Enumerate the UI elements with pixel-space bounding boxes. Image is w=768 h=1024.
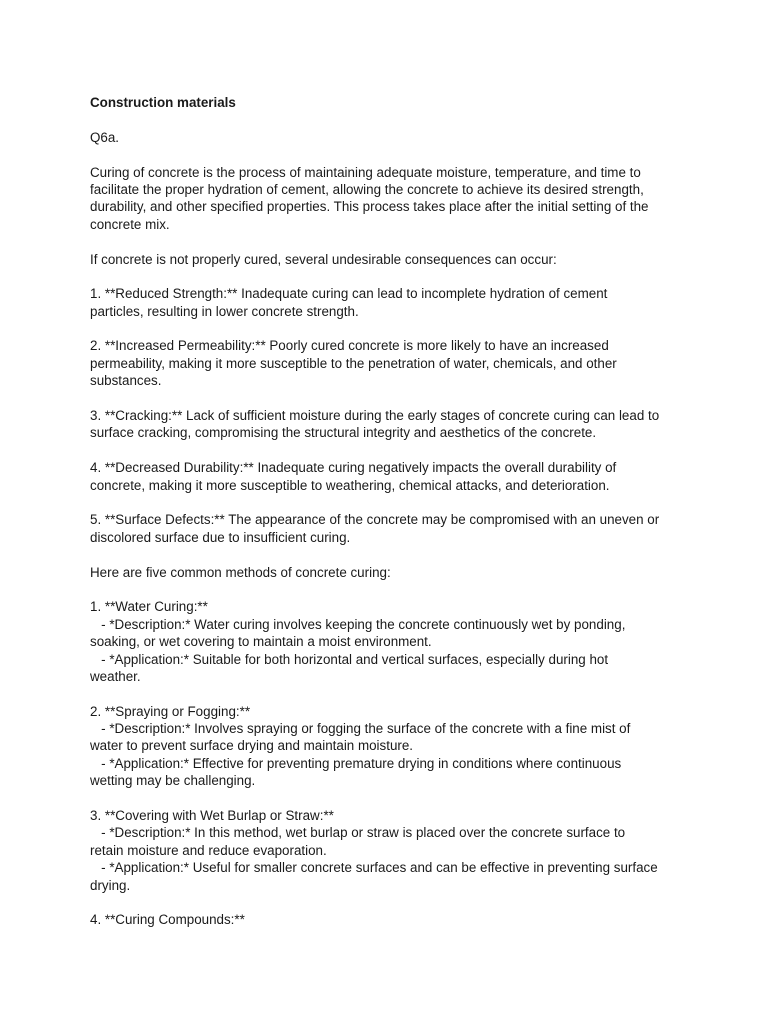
text-line: - *Application:* Effective for preventing premature drying in conditions where continuous bbox=[90, 755, 622, 771]
paragraph bbox=[90, 511, 690, 546]
text-line: 4. **Decreased Durability:** Inadequate curing negatively impacts the overall durability of bbox=[90, 460, 617, 476]
document-page bbox=[90, 94, 690, 929]
text-line: particles, resulting in lower concrete strength. bbox=[90, 303, 359, 319]
text-line: 2. **Increased Permeability:** Poorly cured concrete is more likely to have an increased bbox=[90, 338, 609, 354]
text-line: concrete mix. bbox=[90, 216, 170, 232]
text-line: 2. **Spraying or Fogging:** bbox=[90, 703, 251, 719]
text-line: 3. **Covering with Wet Burlap or Straw:** bbox=[90, 808, 334, 824]
text-line: 5. **Surface Defects:** The appearance of the concrete may be compromised with an uneven or bbox=[90, 512, 660, 528]
paragraph bbox=[90, 407, 690, 442]
text-line: If concrete is not properly cured, several undesirable consequences can occur: bbox=[90, 251, 557, 267]
text-line: substances. bbox=[90, 373, 162, 389]
text-line: - *Description:* Involves spraying or fogging the surface of the concrete with a fine mist of bbox=[90, 721, 631, 737]
text-line: - *Application:* Useful for smaller concrete surfaces and can be effective in preventing surface bbox=[90, 860, 658, 876]
text-line: water to prevent surface drying and maintain moisture. bbox=[90, 738, 414, 754]
paragraph bbox=[90, 251, 690, 268]
text-line: 1. **Reduced Strength:** Inadequate curing can lead to incomplete hydration of cement bbox=[90, 286, 608, 302]
paragraph bbox=[90, 564, 690, 581]
text-line: 3. **Cracking:** Lack of sufficient moisture during the early stages of concrete curing can lead to bbox=[90, 408, 660, 424]
text-line: Q6a. bbox=[90, 129, 120, 145]
text-line: weather. bbox=[90, 668, 141, 684]
text-line: 1. **Water Curing:** bbox=[90, 599, 208, 615]
text-line: retain moisture and reduce evaporation. bbox=[90, 842, 327, 858]
text-line: Here are five common methods of concrete curing: bbox=[90, 564, 391, 580]
text-line: permeability, making it more susceptible to the penetration of water, chemicals, and other bbox=[90, 355, 617, 371]
paragraph bbox=[90, 337, 690, 389]
text-line: discolored surface due to insufficient curing. bbox=[90, 529, 351, 545]
text-line: surface cracking, compromising the structural integrity and aesthetics of the concrete. bbox=[90, 425, 597, 441]
text-line: soaking, or wet covering to maintain a moist environment. bbox=[90, 634, 432, 650]
paragraph bbox=[90, 459, 690, 494]
text-line: concrete, making it more susceptible to weathering, chemical attacks, and deterioration. bbox=[90, 477, 610, 493]
paragraph bbox=[90, 285, 690, 320]
paragraph bbox=[90, 598, 690, 685]
paragraph bbox=[90, 164, 690, 234]
text-line: drying. bbox=[90, 877, 131, 893]
paragraph bbox=[90, 129, 690, 146]
text-line: wetting may be challenging. bbox=[90, 773, 256, 789]
text-line: 4. **Curing Compounds:** bbox=[90, 912, 245, 928]
text-line: Curing of concrete is the process of maintaining adequate moisture, temperature, and time to bbox=[90, 164, 641, 180]
text-line: durability, and other specified properties. This process takes place after the initial setting of the bbox=[90, 199, 649, 215]
text-line: - *Application:* Suitable for both horizontal and vertical surfaces, especially during hot bbox=[90, 651, 609, 667]
document-title: Construction materials bbox=[90, 95, 236, 110]
paragraph bbox=[90, 703, 690, 790]
paragraph bbox=[90, 807, 690, 894]
text-line: - *Description:* In this method, wet burlap or straw is placed over the concrete surface to bbox=[90, 825, 626, 841]
text-line: - *Description:* Water curing involves keeping the concrete continuously wet by ponding, bbox=[90, 616, 626, 632]
paragraph bbox=[90, 911, 690, 928]
text-line: facilitate the proper hydration of cement, allowing the concrete to achieve its desired strength, bbox=[90, 181, 644, 197]
document-body bbox=[90, 129, 690, 929]
